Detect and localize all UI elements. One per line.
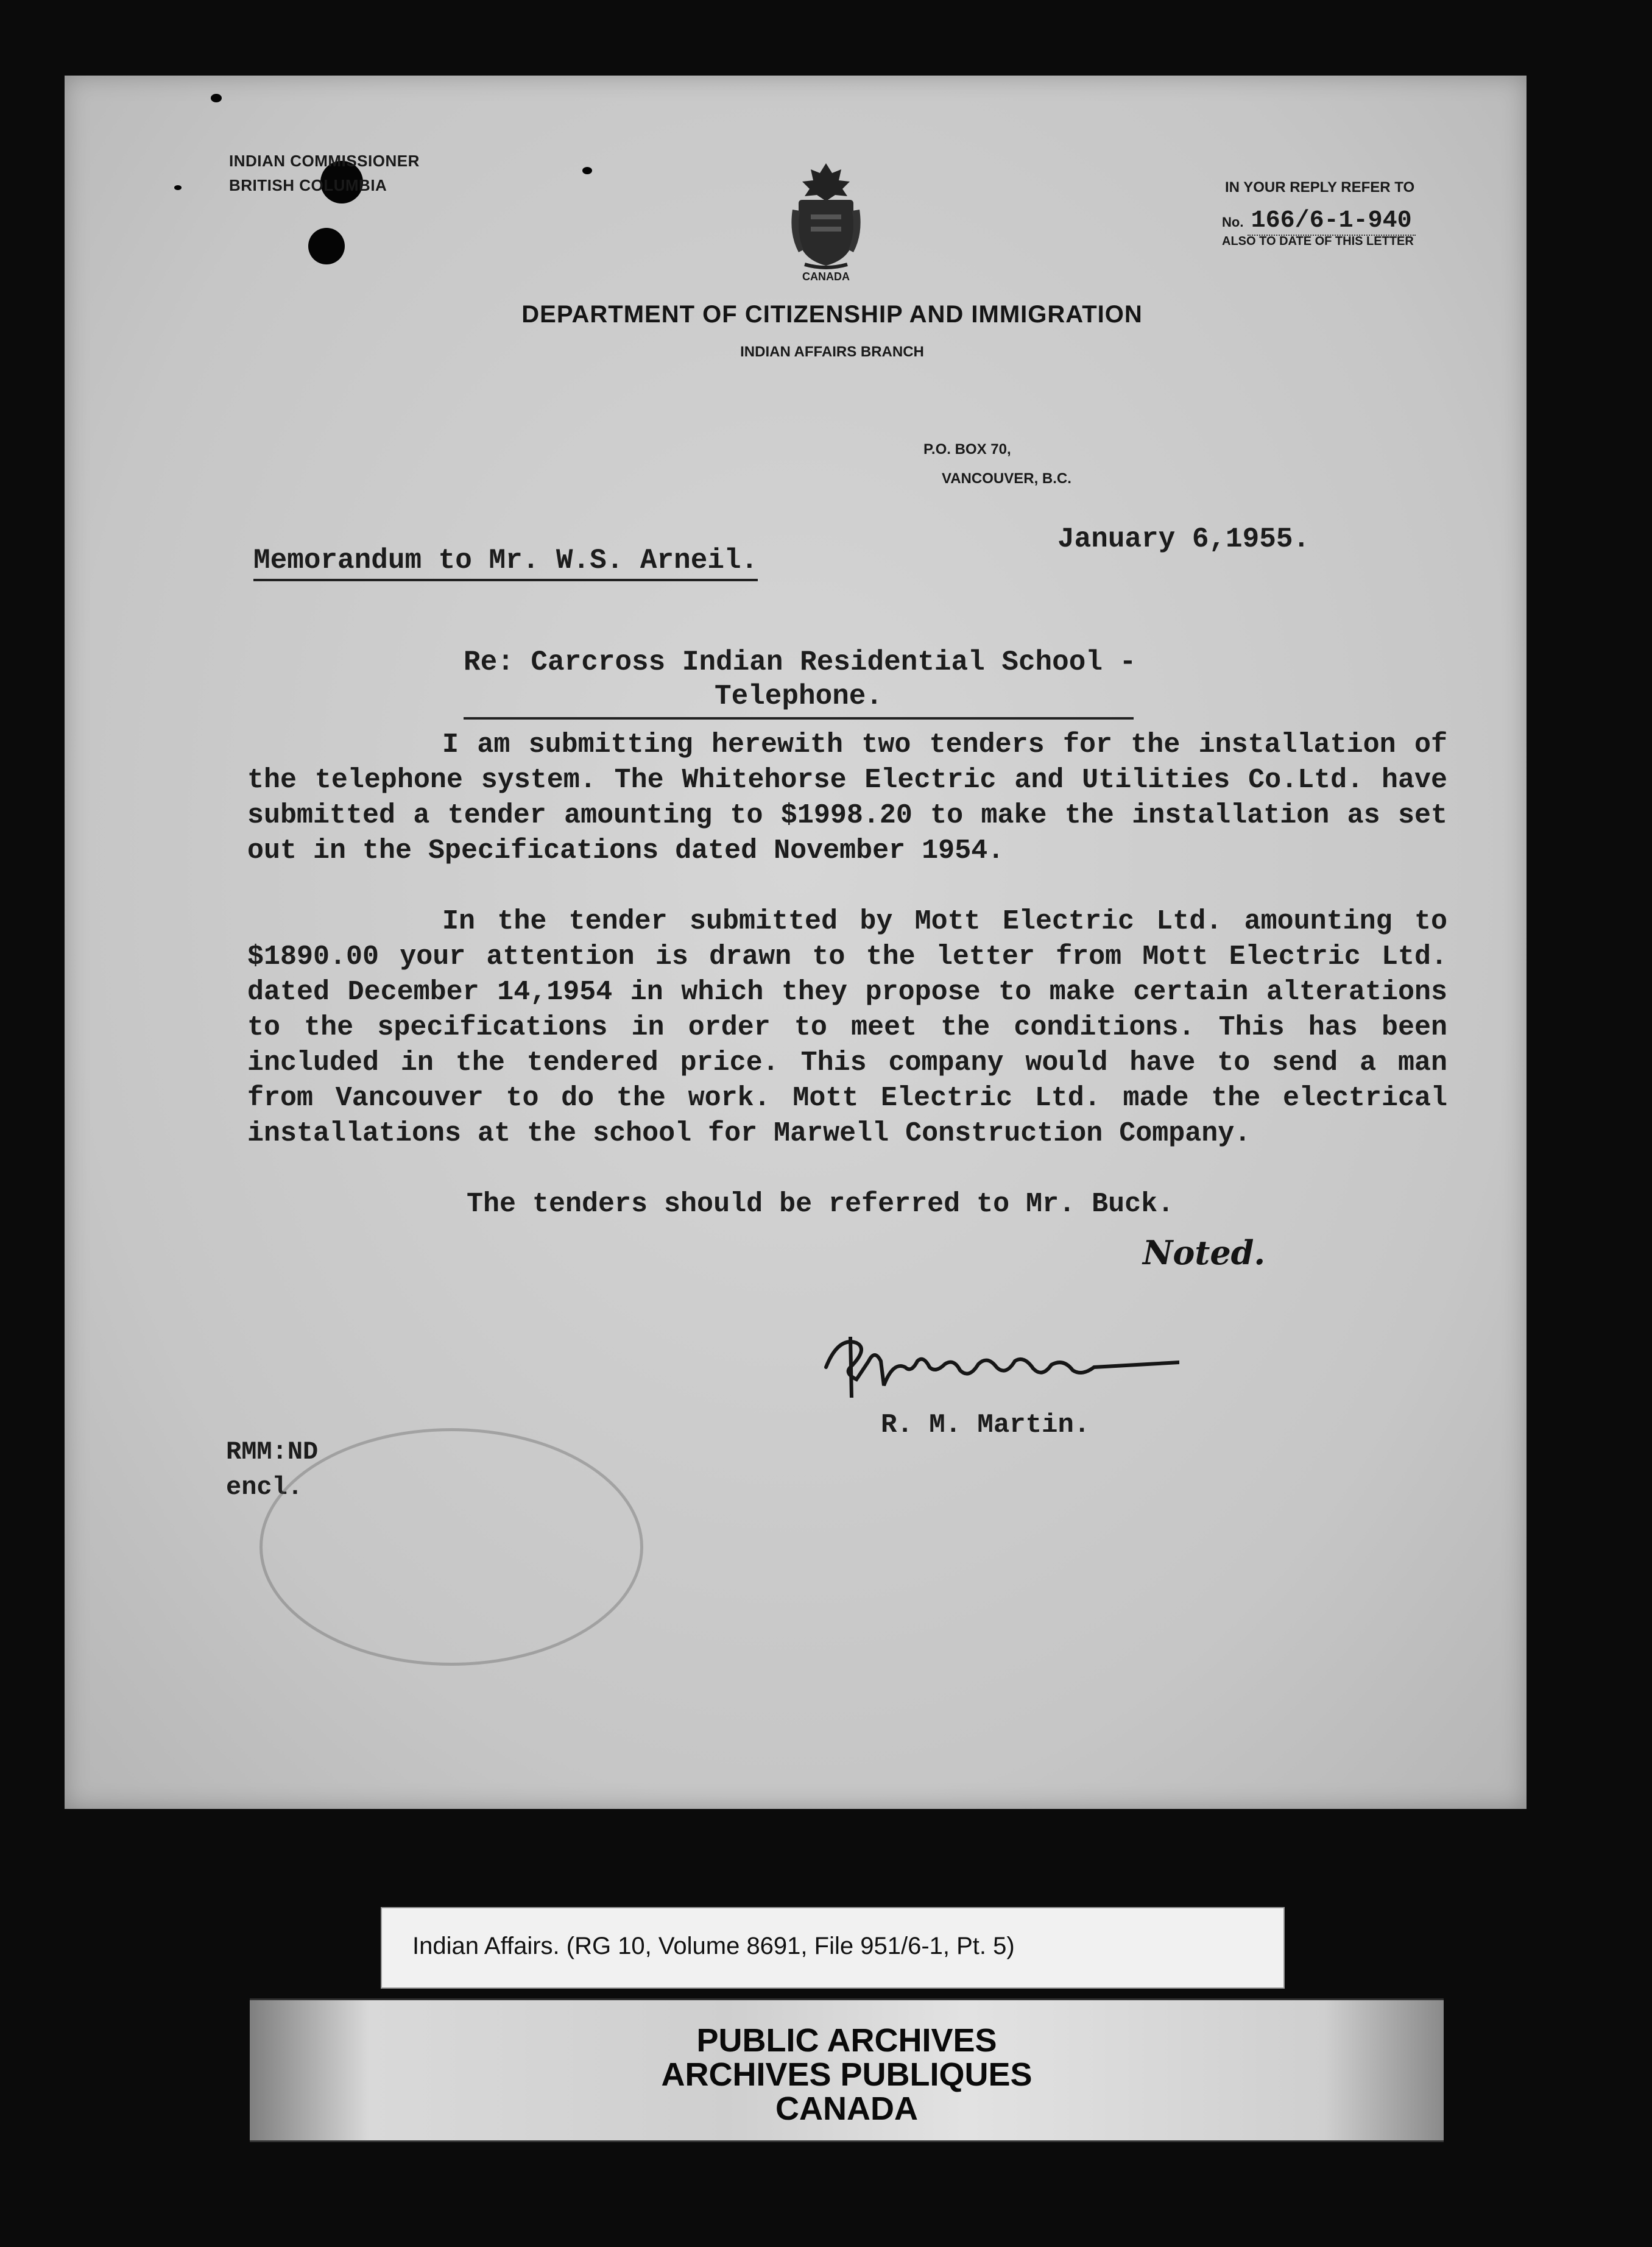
office-address <box>923 435 1071 494</box>
letterhead-office-line2: BRITISH COLUMBIA <box>229 176 387 194</box>
memo-subject <box>464 645 1268 720</box>
memo-body <box>247 727 1447 1258</box>
enclosure-note: encl. <box>226 1473 303 1502</box>
body-paragraph: The tenders should be referred to Mr. Buck. <box>467 1189 1174 1220</box>
body-paragraph: In the tender submitted by Mott Electric Ltd. amounting to $1890.00 your attention is drawn to the letter from Mott Electric Ltd. dated December 14,1954 in which they propose to make certain alterations to the specifications in order to meet the conditions. This has been included in the tendered price. This company would have to send a man from Vancouver to do the work. Mott Electric Ltd. made the electrical installations at the school for Marwell Construction Company. <box>247 906 1447 1149</box>
memo-recipient: Memorandum to Mr. W.S. Arneil. <box>253 545 758 581</box>
reply-number-line <box>1222 207 1416 235</box>
subject-line2: Telephone. <box>464 679 1134 720</box>
memo-date: January 6,1955. <box>1057 523 1310 555</box>
crest-caption: CANADA <box>802 271 850 283</box>
archive-label-line2: ARCHIVES PUBLIQUES <box>661 2056 1032 2093</box>
reply-heading: IN YOUR REPLY REFER TO <box>1225 179 1415 196</box>
public-archives-label <box>250 1998 1444 2142</box>
archive-label-line1: PUBLIC ARCHIVES <box>696 2022 997 2059</box>
file-number: 166/6-1-940 <box>1248 207 1416 236</box>
address-line1: P.O. BOX 70, <box>923 441 1011 458</box>
letterhead-office-line1: INDIAN COMMISSIONER <box>229 152 420 170</box>
faded-received-stamp <box>259 1428 643 1666</box>
archive-label-line3: CANADA <box>775 2090 918 2127</box>
body-paragraph: I am submitting herewith two tenders for the installation of the telephone system. The Whitehorse Electric and Utilities Co.Ltd. have submitted a tender amounting to $1998.20 to make the installation as set out in the Specifications dated November 1954. <box>247 729 1447 866</box>
reply-reference-block <box>1222 179 1416 249</box>
handwritten-signature <box>814 1325 1179 1410</box>
archive-caption-text: Indian Affairs. (RG 10, Volume 8691, File 951/6-1, Pt. 5) <box>412 1933 1015 1959</box>
punch-hole <box>308 228 345 264</box>
reply-also-note: ALSO TO DATE OF THIS LETTER <box>1222 235 1414 248</box>
ink-speck <box>174 185 182 190</box>
public-archives-text <box>250 2023 1444 2126</box>
signer-name: R. M. Martin. <box>881 1410 1090 1440</box>
reference-initials: RMM:ND <box>226 1437 319 1467</box>
canada-coat-of-arms-icon <box>786 161 866 271</box>
letter-sheet <box>65 76 1527 1809</box>
ink-speck <box>582 167 592 174</box>
handwritten-annotation: Noted. <box>1143 1233 1266 1272</box>
archive-caption-label <box>381 1907 1285 1989</box>
ink-speck <box>211 94 222 102</box>
address-line2: VANCOUVER, B.C. <box>942 470 1071 487</box>
reply-number-label: No. <box>1222 214 1244 230</box>
branch-name: INDIAN AFFAIRS BRANCH <box>740 344 924 360</box>
department-name: DEPARTMENT OF CITIZENSHIP AND IMMIGRATION <box>521 301 1143 328</box>
letterhead-office <box>229 149 420 197</box>
subject-line1: Re: Carcross Indian Residential School - <box>464 646 1137 678</box>
